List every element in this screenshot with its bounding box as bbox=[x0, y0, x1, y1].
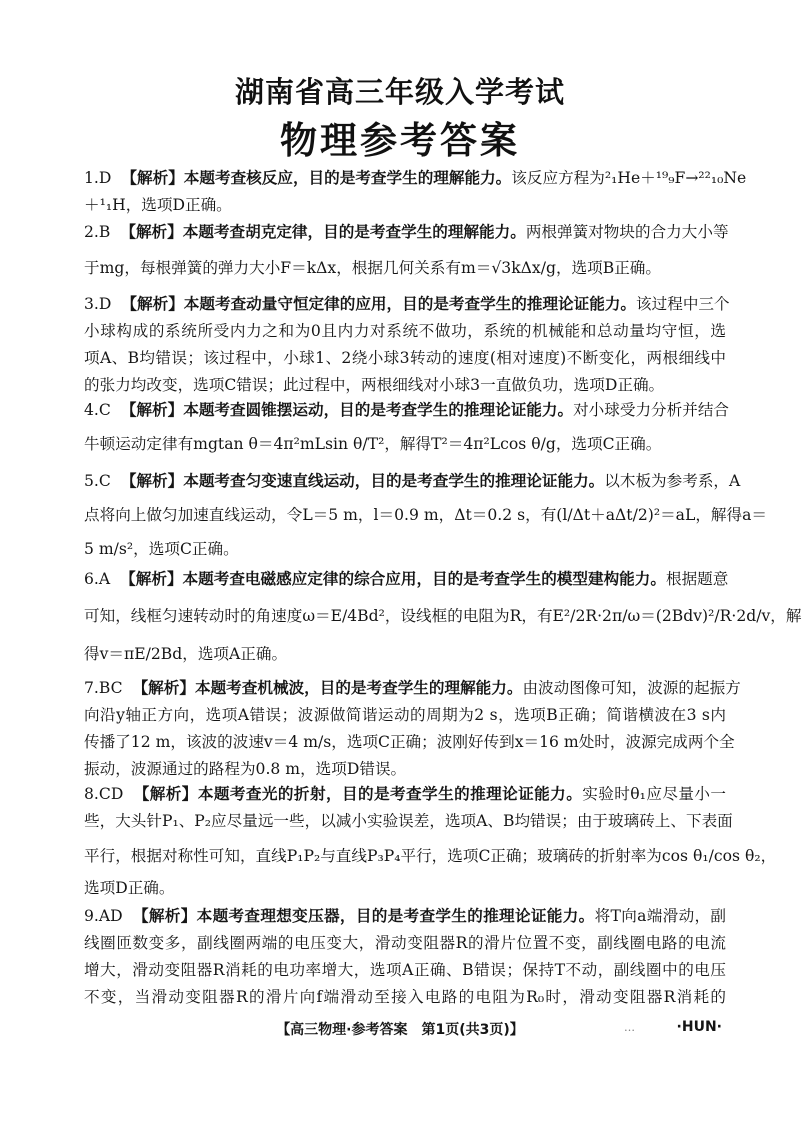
question-number: 3. bbox=[84, 295, 99, 313]
answer-choice: AD bbox=[98, 907, 123, 925]
question-number: 6. bbox=[84, 570, 99, 588]
page-title: 湖南省高三年级入学考试 bbox=[234, 75, 565, 109]
answer-line bbox=[84, 641, 726, 667]
analysis-tag: 【解析】 bbox=[120, 401, 184, 419]
answer-line bbox=[84, 808, 733, 834]
page-subtitle: 物理参考答案 bbox=[280, 119, 520, 162]
question-number: 9. bbox=[84, 907, 99, 925]
analysis-text: 对小球受力分析并结合 bbox=[573, 401, 730, 419]
analysis-text: 振动，波源通过的路程为0.8 m，选项D错误。 bbox=[84, 760, 407, 778]
answer-line bbox=[84, 603, 802, 629]
answer-line bbox=[84, 930, 726, 956]
answer-line bbox=[84, 372, 726, 398]
analysis-text: 以木板为参考系，A bbox=[604, 472, 741, 490]
analysis-text: 线圈匝数变多，副线圈两端的电压变大，滑动变阻器R的滑片位置不变，副线圈电路的电流 bbox=[84, 934, 726, 952]
answer-line bbox=[84, 566, 729, 592]
analysis-text: 传播了12 m，该波的波速v＝4 m/s，选项C正确；波刚好传到x＝16 m处时，波源完成两个全 bbox=[84, 733, 735, 751]
analysis-lead: 本题考查胡克定律，目的是考查学生的理解能力。 bbox=[182, 223, 526, 241]
analysis-lead: 本题考查电磁感应定律的综合应用，目的是考查学生的模型建构能力。 bbox=[182, 570, 666, 588]
answer-line bbox=[84, 675, 741, 701]
analysis-tag: 【解析】 bbox=[120, 570, 183, 588]
footer-page-info: 【高三物理·参考答案 第1页(共3页)】 bbox=[276, 1022, 524, 1038]
analysis-tag: 【解析】 bbox=[121, 169, 184, 187]
analysis-lead: 本题考查圆锥摆运动，目的是考查学生的推理论证能力。 bbox=[183, 401, 574, 419]
analysis-text: 牛顿运动定律有mgtan θ＝4π²mLsin θ/T²，解得T²＝4π²Lcos θ/g，选项C正确。 bbox=[84, 435, 662, 453]
analysis-text: 的张力均改变，选项C错误；此过程中，两根细线对小球3一直做负功，选项D正确。 bbox=[84, 376, 665, 394]
analysis-text: 5 m/s²，选项C正确。 bbox=[84, 540, 239, 558]
answer-line bbox=[84, 318, 726, 344]
answer-line bbox=[84, 756, 726, 782]
analysis-text: 由波动图像可知，波源的起振方 bbox=[522, 679, 741, 697]
analysis-text: 该反应方程为²₁He＋¹⁹₉F→²²₁₀Ne bbox=[511, 169, 747, 187]
analysis-text: 于mg，每根弹簧的弹力大小F＝kΔx，根据几何关系有m＝√3kΔx/g，选项B正确。 bbox=[84, 259, 661, 277]
analysis-tag: 【解析】 bbox=[132, 907, 197, 925]
question-number: 1. bbox=[84, 169, 99, 187]
analysis-text: 点将向上做匀加速直线运动，令L＝5 m，l＝0.9 m，Δt＝0.2 s，有(l/Δt＋aΔt/2)²＝aL，解得a＝ bbox=[84, 506, 768, 524]
answer-line bbox=[84, 729, 735, 755]
answer-line bbox=[84, 219, 729, 245]
answer-line bbox=[84, 957, 726, 983]
analysis-lead: 本题考查核反应，目的是考查学生的理解能力。 bbox=[183, 169, 512, 187]
analysis-text: ＋¹₁H，选项D正确。 bbox=[84, 196, 232, 214]
answer-line bbox=[84, 502, 768, 528]
analysis-text: 将T向a端滑动，副 bbox=[594, 907, 726, 925]
analysis-text: 不变，当滑动变阻器R的滑片向f端滑动至接入电路的电阻为R₀时，滑动变阻器R消耗的 bbox=[84, 988, 726, 1006]
analysis-text: 些，大头针P₁、P₂应尽量远一些，以减小实验误差，选项A、B均错误；由于玻璃砖上、下表面 bbox=[84, 812, 733, 830]
analysis-text: 得v＝πE/2Bd，选项A正确。 bbox=[84, 645, 288, 663]
analysis-tag: 【解析】 bbox=[133, 785, 198, 803]
answer-line bbox=[84, 192, 726, 218]
answer-choice: BC bbox=[98, 679, 123, 697]
analysis-text: 向沿y轴正方向，选项A错误；波源做简谐运动的周期为2 s，选项B正确；简谐横波在3 s内 bbox=[84, 706, 726, 724]
answer-choice: A bbox=[98, 570, 111, 588]
answer-line bbox=[84, 875, 726, 901]
analysis-text: 该过程中三个 bbox=[636, 295, 730, 313]
answer-line bbox=[84, 903, 726, 929]
analysis-tag: 【解析】 bbox=[121, 295, 184, 313]
footer-dots: … bbox=[624, 1021, 635, 1034]
analysis-text: 选项D正确。 bbox=[84, 879, 175, 897]
answer-line bbox=[84, 165, 747, 191]
answer-line bbox=[84, 702, 726, 728]
question-number: 8. bbox=[84, 785, 99, 803]
answer-choice: D bbox=[98, 295, 112, 313]
analysis-tag: 【解析】 bbox=[120, 223, 183, 241]
analysis-lead: 本题考查理想变压器，目的是考查学生的推理论证能力。 bbox=[196, 907, 595, 925]
answer-line bbox=[84, 397, 730, 423]
analysis-text: 可知，线框匀速转动时的角速度ω＝E/4Bd²，设线框的电阻为R，有E²/2R·2π/ω＝(2Bdv)²/R·2d/v，解 bbox=[84, 607, 802, 625]
question-number: 7. bbox=[84, 679, 99, 697]
answer-choice: C bbox=[98, 401, 111, 419]
answer-line bbox=[84, 984, 726, 1010]
analysis-lead: 本题考查匀变速直线运动，目的是考查学生的推理论证能力。 bbox=[183, 472, 605, 490]
analysis-tag: 【解析】 bbox=[132, 679, 195, 697]
answer-line bbox=[84, 536, 726, 562]
analysis-lead: 本题考查光的折射，目的是考查学生的推理论证能力。 bbox=[197, 785, 583, 803]
answer-choice: C bbox=[98, 472, 111, 490]
analysis-text: 项A、B均错误；该过程中，小球1、2绕小球3转动的速度(相对速度)不断变化，两根细线中 bbox=[84, 349, 726, 367]
question-number: 2. bbox=[84, 223, 99, 241]
answer-line bbox=[84, 431, 726, 457]
analysis-text: 增大，滑动变阻器R消耗的电功率增大，选项A正确、B错误；保持T不动，副线圈中的电压 bbox=[84, 961, 726, 979]
analysis-lead: 本题考查机械波，目的是考查学生的理解能力。 bbox=[194, 679, 523, 697]
page-footer bbox=[0, 1019, 800, 1041]
analysis-text: 平行，根据对称性可知，直线P₁P₂与直线P₃P₄平行，选项C正确；玻璃砖的折射率为cos θ₁/cos θ₂， bbox=[84, 847, 777, 865]
answer-line bbox=[84, 843, 777, 869]
analysis-text: 根据题意 bbox=[665, 570, 729, 588]
question-number: 4. bbox=[84, 401, 99, 419]
answer-line bbox=[84, 255, 726, 281]
answer-choice: B bbox=[98, 223, 111, 241]
footer-region-code: ·HUN· bbox=[676, 1019, 722, 1035]
analysis-tag: 【解析】 bbox=[120, 472, 184, 490]
analysis-text: 小球构成的系统所受内力之和为0且内力对系统不做功，系统的机械能和总动量均守恒，选 bbox=[84, 322, 726, 340]
answer-line bbox=[84, 468, 741, 494]
answer-line bbox=[84, 291, 730, 317]
analysis-lead: 本题考查动量守恒定律的应用，目的是考查学生的推理论证能力。 bbox=[183, 295, 637, 313]
analysis-text: 两根弹簧对物块的合力大小等 bbox=[525, 223, 729, 241]
answer-choice: D bbox=[98, 169, 112, 187]
analysis-text: 实验时θ₁应尽量小一 bbox=[582, 785, 726, 803]
question-number: 5. bbox=[84, 472, 99, 490]
answer-line bbox=[84, 781, 726, 807]
answer-choice: CD bbox=[98, 785, 124, 803]
answer-line bbox=[84, 345, 726, 371]
